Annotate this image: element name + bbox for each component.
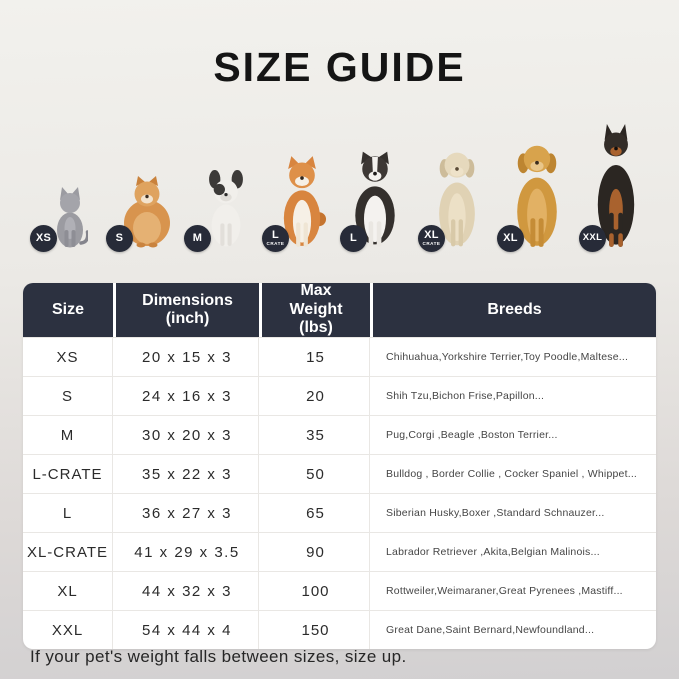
cell-max-weight: 100	[262, 572, 370, 610]
cell-max-weight: 15	[262, 338, 370, 376]
table-row	[23, 337, 656, 376]
cell-breeds: Shih Tzu,Bichon Frise,Papillon...	[386, 390, 545, 402]
cell-breeds: Siberian Husky,Boxer ,Standard Schnauzer...	[386, 507, 605, 519]
size-badge-l: L	[340, 225, 367, 252]
table-row	[23, 454, 656, 493]
size-badge-xl: XL	[497, 225, 524, 252]
cell-breeds: Great Dane,Saint Bernard,Newfoundland...	[386, 624, 595, 636]
page-title: SIZE GUIDE	[213, 44, 466, 90]
cell-breeds: Pug,Corgi ,Beagle ,Boston Terrier...	[386, 429, 558, 441]
cell-dimensions: 35 x 22 x 3	[116, 455, 259, 493]
header-cell-max-weight: Max Weight (lbs)	[262, 283, 370, 337]
cell-max-weight: 65	[262, 494, 370, 532]
size-badge-m: M	[184, 225, 211, 252]
cell-max-weight: 150	[262, 611, 370, 649]
table-row	[23, 532, 656, 571]
size-badge-xxl: XXL	[579, 225, 606, 252]
hero-section	[0, 0, 679, 270]
cell-dimensions: 20 x 15 x 3	[116, 338, 259, 376]
table-row	[23, 610, 656, 649]
cell-breeds: Rottweiler,Weimaraner,Great Pyrenees ,Mastiff...	[386, 585, 623, 597]
cell-max-weight: 90	[262, 533, 370, 571]
cat-icon	[52, 184, 88, 248]
cell-size: L-CRATE	[23, 455, 113, 493]
size-table	[23, 283, 656, 649]
size-badge-xs: XS	[30, 225, 57, 252]
cell-size: M	[23, 416, 113, 454]
cell-size: XL	[23, 572, 113, 610]
size-badge-l-crate: L CRATE	[262, 225, 289, 252]
cell-dimensions: 30 x 20 x 3	[116, 416, 259, 454]
cell-dimensions: 41 x 29 x 3.5	[116, 533, 259, 571]
cell-dimensions: 36 x 27 x 3	[116, 494, 259, 532]
cell-dimensions: 24 x 16 x 3	[116, 377, 259, 415]
cell-breeds: Labrador Retriever ,Akita,Belgian Malinois...	[386, 546, 600, 558]
header-cell-dimensions: Dimensions (inch)	[116, 283, 259, 337]
cell-breeds: Chihuahua,Yorkshire Terrier,Toy Poodle,Maltese...	[386, 351, 629, 363]
size-badge-xl-crate: XL CRATE	[418, 225, 445, 252]
footer-note: If your pet's weight falls between sizes, size up.	[30, 647, 407, 666]
header-cell-breeds: Breeds	[373, 283, 656, 337]
cell-dimensions: 54 x 44 x 4	[116, 611, 259, 649]
cell-max-weight: 50	[262, 455, 370, 493]
table-row	[23, 571, 656, 610]
cell-size: XL-CRATE	[23, 533, 113, 571]
cell-size: S	[23, 377, 113, 415]
table-body	[23, 337, 656, 649]
cell-breeds: Bulldog , Border Collie , Cocker Spaniel , Whippet...	[386, 468, 638, 480]
table-row	[23, 493, 656, 532]
cell-dimensions: 44 x 32 x 3	[116, 572, 259, 610]
table-header-row	[23, 283, 656, 337]
cell-max-weight: 35	[262, 416, 370, 454]
cell-size: XXL	[23, 611, 113, 649]
table-row	[23, 415, 656, 454]
size-badge-s: S	[106, 225, 133, 252]
table-row	[23, 376, 656, 415]
cell-size: L	[23, 494, 113, 532]
animal-figure-xs	[52, 184, 88, 248]
header-cell-size: Size	[23, 283, 113, 337]
cell-size: XS	[23, 338, 113, 376]
cell-max-weight: 20	[262, 377, 370, 415]
